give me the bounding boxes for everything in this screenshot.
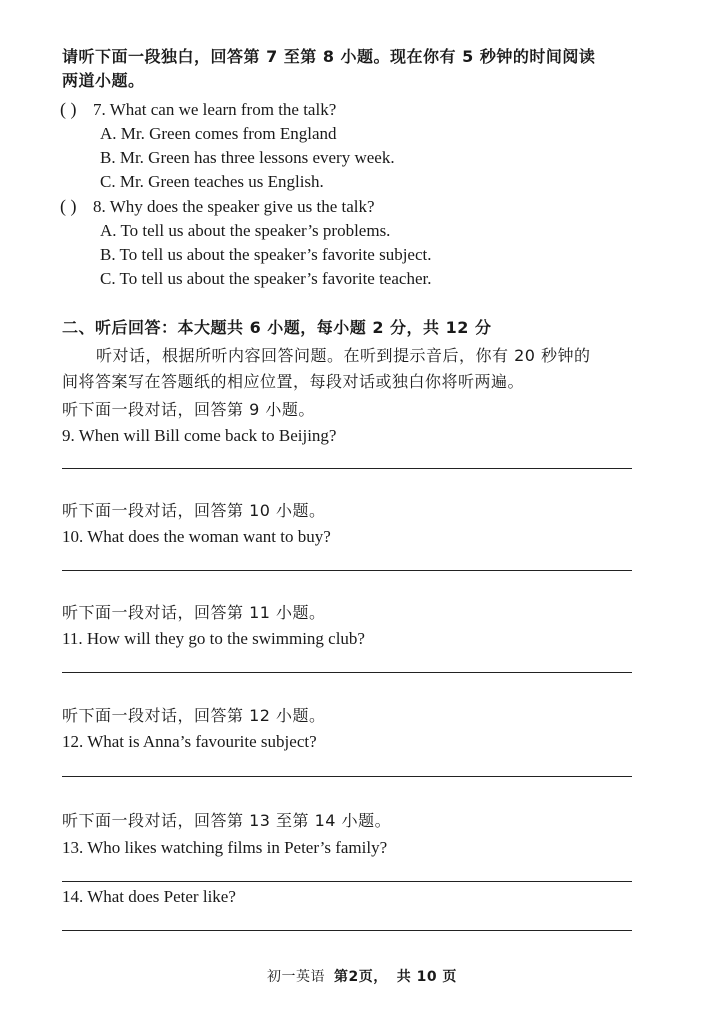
section-instructions-line2: 间将答案写在答题纸的相应位置，每段对话或独白你将听两遍。	[62, 372, 525, 391]
answer-bracket-7[interactable]: ( )	[60, 99, 77, 119]
prompt-q9: 听下面一段对话，回答第 9 小题。	[62, 400, 315, 419]
listening-intro-line1: 请听下面一段独白，回答第 7 至第 8 小题。现在你有 5 秒钟的时间阅读	[62, 47, 596, 66]
question-8-option-a: A. To tell us about the speaker’s problems.	[100, 221, 391, 240]
listening-intro-line2: 两道小题。	[62, 71, 145, 90]
question-14: 14. What does Peter like?	[62, 887, 236, 906]
question-12: 12. What is Anna’s favourite subject?	[62, 732, 317, 751]
answer-line-10[interactable]	[62, 570, 632, 571]
answer-bracket-8[interactable]: ( )	[60, 196, 77, 216]
answer-line-12[interactable]	[62, 776, 632, 777]
answer-line-14[interactable]	[62, 930, 632, 931]
footer-total-pages: 共 10 页	[396, 969, 457, 985]
question-7-option-a: A. Mr. Green comes from England	[100, 124, 337, 143]
page-footer	[0, 966, 724, 986]
question-7-option-b: B. Mr. Green has three lessons every week.	[100, 148, 395, 167]
footer-subject: 初一英语	[267, 969, 326, 985]
prompt-q12: 听下面一段对话，回答第 12 小题。	[62, 706, 326, 725]
question-8-stem: 8. Why does the speaker give us the talk?	[93, 197, 375, 216]
footer-page-number: 第2页，	[334, 969, 388, 985]
answer-line-13[interactable]	[62, 881, 632, 882]
question-9: 9. When will Bill come back to Beijing?	[62, 426, 337, 445]
section-instructions-line1: 听对话，根据所听内容回答问题。在听到提示音后，你有 20 秒钟的	[96, 346, 591, 365]
question-11: 11. How will they go to the swimming club?	[62, 629, 365, 648]
answer-line-11[interactable]	[62, 672, 632, 673]
question-7-stem: 7. What can we learn from the talk?	[93, 100, 337, 119]
section-heading: 二、听后回答：本大题共 6 小题，每小题 2 分，共 12 分	[62, 318, 492, 337]
question-8-option-c: C. To tell us about the speaker’s favorite teacher.	[100, 269, 432, 288]
question-8-option-b: B. To tell us about the speaker’s favorite subject.	[100, 245, 432, 264]
prompt-q13-14: 听下面一段对话，回答第 13 至第 14 小题。	[62, 811, 392, 830]
question-13: 13. Who likes watching films in Peter’s family?	[62, 838, 388, 857]
question-7-option-c: C. Mr. Green teaches us English.	[100, 172, 324, 191]
prompt-q11: 听下面一段对话，回答第 11 小题。	[62, 603, 326, 622]
answer-line-9[interactable]	[62, 468, 632, 469]
prompt-q10: 听下面一段对话，回答第 10 小题。	[62, 501, 326, 520]
question-10: 10. What does the woman want to buy?	[62, 527, 331, 546]
